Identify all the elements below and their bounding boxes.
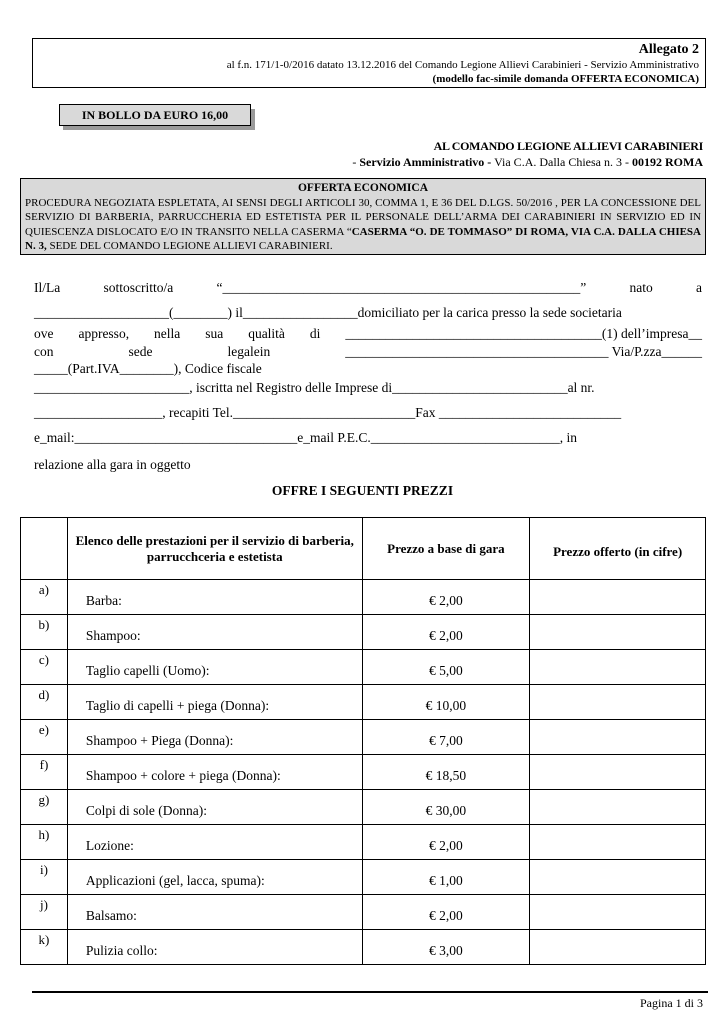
price-table <box>20 517 706 965</box>
procedure-title: OFFERTA ECONOMICA <box>297 182 429 194</box>
service-name: Applicazioni (gel, lacca, spuma): <box>67 860 362 895</box>
service-name: Taglio di capelli + piega (Donna): <box>67 685 362 720</box>
offered-price-cell[interactable] <box>530 930 706 965</box>
section-heading: OFFRE I SEGUENTI PREZZI <box>271 483 454 498</box>
service-name: Colpi di sole (Donna): <box>67 790 362 825</box>
offered-price-cell[interactable] <box>530 580 706 615</box>
form-row-9: relazione alla gara in oggetto <box>34 457 191 472</box>
procedure-box <box>20 178 706 255</box>
row-letter: k) <box>21 930 68 965</box>
form-row-2[interactable]: ____________________(________) il_________________domiciliato per la carica presso la sede societaria <box>34 305 622 320</box>
row-letter: b) <box>21 615 68 650</box>
header-offered-price: Prezzo offerto (in cifre) <box>530 518 706 580</box>
offered-price-cell[interactable] <box>530 825 706 860</box>
base-price: € 5,00 <box>362 650 530 685</box>
form-row-8[interactable]: e_mail:_________________________________e_mail P.E.C.____________________________, in <box>34 430 577 445</box>
table-row <box>21 650 706 685</box>
row-letter: c) <box>21 650 68 685</box>
service-name: Pulizia collo: <box>67 930 362 965</box>
base-price: € 1,00 <box>362 860 530 895</box>
header-services: Elenco delle prestazioni per il servizio di barberia, parrucchceria e estetista <box>67 518 362 580</box>
reference-line: al f.n. 171/1-0/2016 datato 13.12.2016 del Comando Legione Allievi Carabinieri - Servizio Amministrativo <box>226 59 699 71</box>
row-letter: f) <box>21 755 68 790</box>
table-row <box>21 825 706 860</box>
base-price: € 2,00 <box>362 615 530 650</box>
row-letter: d) <box>21 685 68 720</box>
service-name: Lozione: <box>67 825 362 860</box>
base-price: € 2,00 <box>362 825 530 860</box>
footer-divider <box>32 991 708 993</box>
procedure-text: PROCEDURA NEGOZIATA ESPLETATA, AI SENSI DEGLI ARTICOLI 30, COMMA 1, E 36 DEL D.LGS. 50/2016 , PER LA CONCESSIONE DEL SERVIZIO DI BARBERIA, PARRUCCHERIA ED ESTETISTA PER IL PERSONALE DELL’ARMA DEI CARABINIERI IN SERVIZIO ED IN QUIESCENZA DISLOCATO E/O IN TRANSITO NELLA CASERMA “CASERMA “O. DE TOMMASO” DI ROMA, VIA C.A. DALLA CHIESA N. 3, SEDE DEL COMANDO LEGIONE ALLIEVI CARABINIERI. <box>25 196 701 252</box>
row-letter: g) <box>21 790 68 825</box>
base-price: € 18,50 <box>362 755 530 790</box>
page-number: Pagina 1 di 3 <box>640 996 703 1010</box>
table-row <box>21 895 706 930</box>
table-header-row <box>21 518 706 580</box>
form-row-3[interactable]: ove appresso, nella sua qualità di ______________________________________(1) dell’impresa__ <box>34 326 702 341</box>
base-price: € 2,00 <box>362 580 530 615</box>
addressee-line: AL COMANDO LEGIONE ALLIEVI CARABINIERI <box>433 139 703 153</box>
table-row <box>21 755 706 790</box>
service-name: Barba: <box>67 580 362 615</box>
service-name: Balsamo: <box>67 895 362 930</box>
header-letter <box>21 518 68 580</box>
table-row <box>21 930 706 965</box>
row-letter: h) <box>21 825 68 860</box>
base-price: € 30,00 <box>362 790 530 825</box>
form-row-6[interactable]: _______________________, iscritta nel Registro delle Imprese di__________________________al nr. <box>34 380 595 395</box>
base-price: € 2,00 <box>362 895 530 930</box>
service-name: Shampoo + colore + piega (Donna): <box>67 755 362 790</box>
offered-price-cell[interactable] <box>530 790 706 825</box>
table-row <box>21 720 706 755</box>
table-row <box>21 615 706 650</box>
form-row-7[interactable]: ___________________, recapiti Tel.___________________________Fax ___________________________ <box>34 405 622 420</box>
row-letter: i) <box>21 860 68 895</box>
table-row <box>21 860 706 895</box>
service-name: Shampoo: <box>67 615 362 650</box>
base-price: € 7,00 <box>362 720 530 755</box>
row-letter: j) <box>21 895 68 930</box>
offered-price-cell[interactable] <box>530 615 706 650</box>
table-row <box>21 685 706 720</box>
service-name: Taglio capelli (Uomo): <box>67 650 362 685</box>
table-row <box>21 580 706 615</box>
offered-price-cell[interactable] <box>530 860 706 895</box>
offered-price-cell[interactable] <box>530 720 706 755</box>
form-row-5[interactable]: _____(Part.IVA________), Codice fiscale <box>34 361 262 376</box>
offered-price-cell[interactable] <box>530 755 706 790</box>
offered-price-cell[interactable] <box>530 685 706 720</box>
table-row <box>21 790 706 825</box>
service-name: Shampoo + Piega (Donna): <box>67 720 362 755</box>
row-letter: a) <box>21 580 68 615</box>
header-box <box>32 38 706 88</box>
header-base-price: Prezzo a base di gara <box>362 518 530 580</box>
address-line: - Servizio Amministrativo - Via C.A. Dalla Chiesa n. 3 - 00192 ROMA <box>352 155 703 169</box>
form-row-1: Il/La sottoscritto/a “_____________________________________________________” nato a <box>34 280 702 295</box>
stamp-box: IN BOLLO DA EURO 16,00 <box>59 104 251 126</box>
row-letter: e) <box>21 720 68 755</box>
attachment-title: Allegato 2 <box>638 42 699 57</box>
offered-price-cell[interactable] <box>530 895 706 930</box>
form-row-4[interactable]: con sede legalein _______________________________________ Via/P.zza______ <box>34 344 702 359</box>
base-price: € 3,00 <box>362 930 530 965</box>
model-line: (modello fac-simile domanda OFFERTA ECONOMICA) <box>432 73 699 85</box>
offered-price-cell[interactable] <box>530 650 706 685</box>
base-price: € 10,00 <box>362 685 530 720</box>
